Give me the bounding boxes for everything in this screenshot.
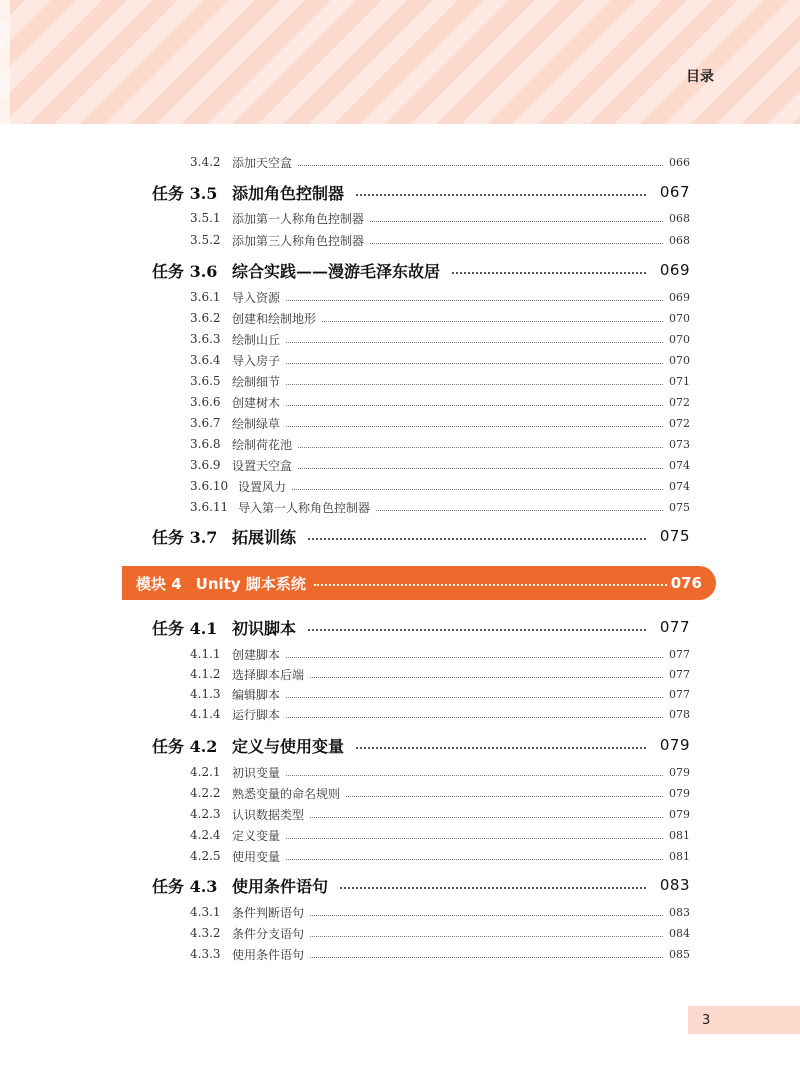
subentry-page: 077 [669,647,690,661]
header-edge-strip [0,0,10,124]
subentry-number: 3.6.4 [190,353,221,367]
subentry-number: 3.5.1 [190,211,221,225]
module-page: 076 [670,574,702,592]
task-title: 使用条件语句 [232,876,329,896]
subentry-number: 4.2.5 [190,849,221,863]
dot-leader [314,584,667,586]
subentry-number: 4.1.4 [190,707,221,721]
subentry-page: 073 [669,437,690,451]
toc-subentry[interactable] [190,664,690,684]
dot-leader [340,887,646,889]
subentry-page: 075 [669,500,690,514]
subentry-title: 选择脚本后端 [232,667,305,682]
dot-leader [286,363,663,364]
subentry-title: 设置天空盒 [232,458,293,473]
dot-leader [286,657,663,658]
dot-leader [286,717,663,718]
subentry-title: 绘制细节 [232,374,281,389]
subentry-title: 绘制绿草 [232,416,281,431]
subentry-page: 079 [669,765,690,779]
dot-leader [322,321,663,322]
subentry-page: 081 [669,828,690,842]
subentry-title: 使用条件语句 [232,947,305,962]
task-label: 任务 3.5 [152,183,218,203]
subentry-number: 3.6.5 [190,374,221,388]
subentry-number: 4.1.2 [190,667,221,681]
subentry-page: 083 [669,905,690,919]
dot-leader [286,838,663,839]
dot-leader [298,447,663,448]
module-heading-bar[interactable] [122,566,716,600]
toc-subentry[interactable] [190,762,690,782]
toc-subentry[interactable] [190,413,690,433]
subentry-page: 072 [669,395,690,409]
subentry-title: 认识数据类型 [232,807,305,822]
subentry-title: 创建脚本 [232,647,281,662]
subentry-title: 编辑脚本 [232,687,281,702]
toc-task-entry[interactable] [152,613,690,641]
task-title: 综合实践——漫游毛泽东故居 [232,261,441,281]
task-title: 拓展训练 [232,527,297,547]
toc-subentry[interactable] [190,350,690,370]
dot-leader [292,489,663,490]
subentry-page: 069 [669,290,690,304]
toc-subentry[interactable] [190,455,690,475]
task-label: 任务 3.6 [152,261,218,281]
subentry-page: 084 [669,926,690,940]
subentry-number: 3.6.9 [190,458,221,472]
subentry-title: 创建树木 [232,395,281,410]
subentry-page: 079 [669,786,690,800]
toc-subentry[interactable] [190,846,690,866]
subentry-title: 使用变量 [232,849,281,864]
subentry-page: 077 [669,667,690,681]
task-page: 069 [659,261,690,279]
toc-subentry[interactable] [190,329,690,349]
toc-subentry[interactable] [190,804,690,824]
toc-subentry[interactable] [190,287,690,307]
subentry-title: 定义变量 [232,828,281,843]
toc-subentry[interactable] [190,308,690,328]
dot-leader [310,677,663,678]
subentry-page: 079 [669,807,690,821]
subentry-number: 4.2.3 [190,807,221,821]
toc-subentry[interactable] [190,783,690,803]
toc-subentry[interactable] [190,371,690,391]
toc-subentry[interactable] [190,230,690,250]
subentry-page: 085 [669,947,690,961]
subentry-page: 078 [669,707,690,721]
page-number: 3 [702,1012,711,1028]
toc-task-entry[interactable] [152,178,690,206]
dot-leader [346,796,663,797]
dot-leader [356,747,646,749]
subentry-page: 070 [669,353,690,367]
subentry-number: 3.6.3 [190,332,221,346]
subentry-title: 添加第三人称角色控制器 [232,233,365,248]
subentry-number: 3.6.1 [190,290,221,304]
subentry-number: 4.1.1 [190,647,221,661]
subentry-page: 081 [669,849,690,863]
subentry-number: 3.5.2 [190,233,221,247]
subentry-title: 条件判断语句 [232,905,305,920]
dot-leader [370,243,663,244]
subentry-number: 3.4.2 [190,155,221,169]
subentry-page: 068 [669,233,690,247]
subentry-title: 设置风力 [238,479,287,494]
toc-subentry[interactable] [190,476,690,496]
task-page: 075 [659,527,690,545]
dot-leader [286,342,663,343]
subentry-page: 070 [669,311,690,325]
dot-leader [286,426,663,427]
subentry-number: 3.6.11 [190,500,229,514]
task-title: 定义与使用变量 [232,736,345,756]
subentry-title: 绘制山丘 [232,332,281,347]
dot-leader [286,859,663,860]
task-page: 079 [659,736,690,754]
toc-subentry[interactable] [190,434,690,454]
subentry-page: 074 [669,479,690,493]
toc-subentry[interactable] [190,684,690,704]
subentry-page: 066 [669,155,690,169]
subentry-page: 072 [669,416,690,430]
subentry-title: 导入房子 [232,353,281,368]
dot-leader [356,194,646,196]
dot-leader [286,697,663,698]
subentry-title: 运行脚本 [232,707,281,722]
dot-leader [298,165,663,166]
dot-leader [310,957,663,958]
subentry-title: 添加天空盒 [232,155,293,170]
dot-leader [310,915,663,916]
toc-subentry[interactable] [190,497,690,517]
dot-leader [376,510,663,511]
subentry-title: 绘制荷花池 [232,437,293,452]
task-title: 初识脚本 [232,618,297,638]
subentry-title: 导入资源 [232,290,281,305]
toc-subentry[interactable] [190,944,690,964]
task-title: 添加角色控制器 [232,183,345,203]
toc-subentry[interactable] [190,704,690,724]
dot-leader [286,405,663,406]
dot-leader [370,221,663,222]
subentry-number: 4.2.1 [190,765,221,779]
subentry-number: 3.6.7 [190,416,221,430]
subentry-page: 077 [669,687,690,701]
subentry-number: 4.1.3 [190,687,221,701]
dot-leader [452,272,646,274]
subentry-page: 074 [669,458,690,472]
task-page: 077 [659,618,690,636]
dot-leader [286,300,663,301]
task-label: 任务 4.2 [152,736,218,756]
toc-subentry[interactable] [190,923,690,943]
toc-subentry[interactable] [190,152,690,172]
dot-leader [308,538,646,540]
subentry-number: 4.3.3 [190,947,221,961]
task-label: 任务 4.1 [152,618,218,638]
task-page: 083 [659,876,690,894]
subentry-number: 3.6.10 [190,479,229,493]
subentry-title: 熟悉变量的命名规则 [232,786,341,801]
subentry-page: 071 [669,374,690,388]
toc-subentry[interactable] [190,825,690,845]
toc-task-entry[interactable] [152,871,690,899]
dot-leader [308,629,646,631]
dot-leader [310,817,663,818]
dot-leader [310,936,663,937]
subentry-title: 条件分支语句 [232,926,305,941]
dot-leader [286,775,663,776]
subentry-title: 导入第一人称角色控制器 [238,500,371,515]
subentry-page: 068 [669,211,690,225]
module-title: Unity 脚本系统 [195,574,306,593]
toc-subentry[interactable] [190,392,690,412]
subentry-title: 初识变量 [232,765,281,780]
toc-subentry[interactable] [190,208,690,228]
toc-task-entry[interactable] [152,522,690,550]
subentry-number: 4.3.1 [190,905,221,919]
page-number-tab [688,1006,800,1034]
subentry-number: 3.6.6 [190,395,221,409]
subentry-title: 创建和绘制地形 [232,311,317,326]
toc-task-entry[interactable] [152,256,690,284]
task-label: 任务 4.3 [152,876,218,896]
subentry-page: 070 [669,332,690,346]
subentry-number: 4.3.2 [190,926,221,940]
task-label: 任务 3.7 [152,527,218,547]
subentry-number: 3.6.2 [190,311,221,325]
subentry-number: 4.2.4 [190,828,221,842]
module-label: 模块 4 [136,574,182,593]
subentry-number: 3.6.8 [190,437,221,451]
header-title: 目录 [686,69,714,85]
toc-subentry[interactable] [190,902,690,922]
toc-subentry[interactable] [190,644,690,664]
task-page: 067 [659,183,690,201]
dot-leader [286,384,663,385]
toc-task-entry[interactable] [152,731,690,759]
page-header-band [0,0,800,124]
dot-leader [298,468,663,469]
subentry-number: 4.2.2 [190,786,221,800]
subentry-title: 添加第一人称角色控制器 [232,211,365,226]
